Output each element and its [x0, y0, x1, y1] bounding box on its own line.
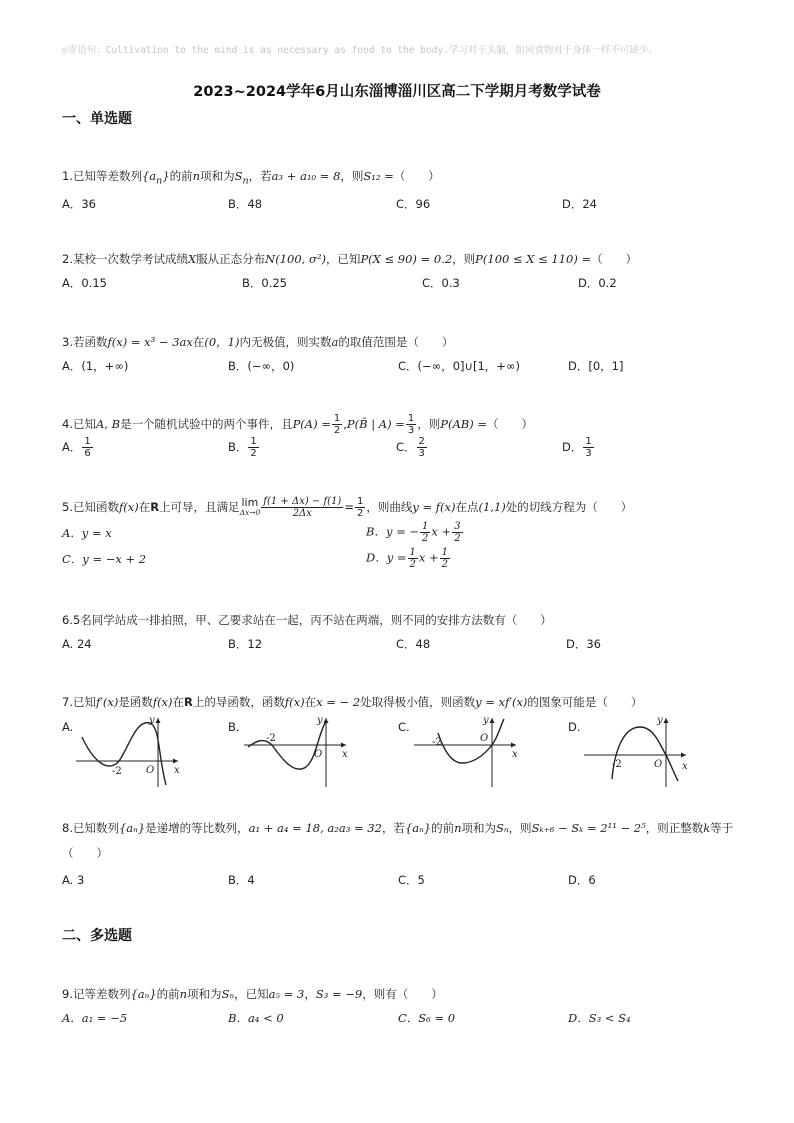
question-2-options	[62, 275, 742, 297]
option-b[interactable]: B．(−∞，0)	[228, 359, 295, 373]
curve-d	[612, 727, 678, 781]
question-4-options	[62, 436, 742, 462]
fraction: $\frac{f(1 + \Delta x) - f(1)}{2\Delta x}$	[263, 496, 342, 519]
option-b-label[interactable]: B.	[228, 720, 240, 734]
option-c[interactable]: C． $\frac{2}{3}$	[396, 436, 425, 459]
question-8	[62, 820, 742, 894]
x-label: x	[682, 761, 688, 772]
option-b[interactable]: B．48	[228, 197, 263, 212]
option-a[interactable]: A． $\frac{1}{6}$	[62, 436, 91, 459]
x-arrow	[173, 759, 178, 764]
option-a[interactable]: A. 24	[62, 637, 92, 651]
tick-label: -2	[266, 733, 276, 744]
option-b[interactable]: B．12	[228, 637, 263, 651]
question-9	[62, 986, 742, 1032]
option-d[interactable]: D．S₃ < S₄	[568, 1011, 631, 1025]
question-1-stem: 1.已知等差数列$\{a_n\}$的前n项和为$S_n$，若a₃ + a₁₀ = 8，则S₁₂ =（ ）	[62, 169, 440, 187]
option-c[interactable]: C．(−∞，0]∪[1，+∞)	[398, 359, 520, 373]
question-3-stem: 3.若函数f(x) = x³ − 3ax在(0，1)内无极值，则实数a的取值范围是（ ）	[62, 335, 454, 349]
fraction: $\frac{3}{2}$	[454, 521, 461, 544]
fraction: $\frac{1}{3}$	[407, 413, 415, 436]
option-a[interactable]: A．36	[62, 197, 97, 212]
option-c[interactable]: C．48	[396, 637, 431, 651]
fraction: $\frac{1}{2}$	[356, 496, 364, 519]
option-a[interactable]: A．(1，+∞)	[62, 359, 129, 373]
question-4-stem: 4.已知A, B是一个随机试验中的两个事件，且P(A) = $\frac{1}{2}$ ,P(B̄ | A) = $\frac{1}{3}$ ，则P(AB) =（ ）	[62, 413, 533, 436]
x-label: x	[512, 749, 518, 760]
option-b[interactable]: B．4	[228, 873, 255, 887]
option-b-graph[interactable]	[242, 715, 352, 787]
question-6-stem: 6.5名同学站成一排拍照，甲、乙要求站在一起，丙不站在两端，则不同的安排方法数有（ ）	[62, 613, 552, 627]
curve-c	[438, 719, 504, 763]
question-6-options	[62, 636, 742, 658]
question-4	[62, 413, 742, 462]
option-b[interactable]: B．0.25	[242, 276, 287, 290]
fraction: $\frac{1}{2}$	[250, 436, 257, 459]
tick-label: -2	[432, 737, 442, 748]
y-arrow	[490, 718, 495, 723]
fraction: $\frac{1}{3}$	[585, 436, 592, 459]
origin-label: O	[146, 765, 155, 776]
section-multi-choice: 二、多选题	[62, 928, 132, 944]
option-d[interactable]: D．24	[562, 197, 597, 212]
fraction: $\frac{1}{6}$	[84, 436, 91, 459]
fraction: $\frac{1}{2}$	[422, 521, 429, 544]
question-7-stem: 7.已知f′(x)是函数f(x)在R上的导函数，函数f(x)在x = − 2处取得极小值，则函数y = xf′(x)的图象可能是（ ）	[62, 695, 643, 709]
option-d-graph[interactable]	[582, 715, 692, 787]
option-d[interactable]: D．y = $\frac{1}{2}$ x + $\frac{1}{2}$	[366, 547, 449, 570]
option-a[interactable]: A. 3	[62, 873, 85, 887]
question-3-options	[62, 358, 742, 380]
fraction: $\frac{2}{3}$	[418, 436, 425, 459]
option-d[interactable]: D． $\frac{1}{3}$	[562, 436, 592, 459]
tick-label: -2	[612, 759, 622, 770]
y-arrow	[156, 718, 161, 723]
option-c-graph[interactable]	[412, 715, 522, 787]
y-label: y	[149, 715, 155, 726]
tick-label: -2	[112, 766, 122, 777]
origin-label: O	[480, 733, 489, 744]
fraction: $\frac{1}{2}$	[441, 547, 449, 570]
question-9-stem: 9.记等差数列{aₙ}的前n项和为Sₙ，已知a₅ = 3，S₃ = −9，则有（ ）	[62, 987, 443, 1001]
graph-a-svg	[74, 715, 184, 787]
question-6	[62, 612, 742, 658]
question-7	[62, 694, 742, 799]
option-d[interactable]: D．36	[566, 637, 601, 651]
question-8-options	[62, 872, 742, 894]
option-b[interactable]: B．a₄ < 0	[228, 1011, 284, 1025]
limit: lim Δx→0	[239, 495, 261, 517]
x-arrow	[341, 743, 346, 748]
question-5-stem: 5.已知函数f(x)在R上可导，且满足 lim Δx→0 $\frac{f(1 + \Delta x) - f(1)}{2\Delta x}$ = $\frac{1}{2}$ ，则曲线y = f(x)在点(1,1)处的切线方程为（ ）	[62, 495, 633, 519]
y-label: y	[317, 715, 323, 726]
option-d[interactable]: D．0.2	[578, 276, 617, 290]
question-5	[62, 496, 742, 575]
option-c[interactable]: C．0.3	[422, 276, 460, 290]
x-arrow	[511, 743, 516, 748]
question-9-options	[62, 1010, 742, 1032]
option-c[interactable]: C．96	[396, 197, 431, 212]
x-label: x	[342, 749, 348, 760]
question-1-options	[62, 196, 742, 218]
fraction: $\frac{1}{2}$	[333, 413, 341, 436]
section-single-choice: 一、单选题	[62, 111, 132, 127]
y-arrow	[664, 718, 669, 723]
x-label: x	[174, 765, 180, 776]
option-a-label[interactable]: A.	[62, 720, 74, 734]
watermark: ◎寄语句：Cultivation to the mind is as necessary as food to the body.学习对于头脑，如同食物对于身体一样不可缺少。	[62, 45, 658, 56]
option-d[interactable]: D．[0，1]	[568, 359, 624, 373]
graph-c-svg	[412, 715, 522, 787]
question-1	[62, 168, 742, 218]
question-5-options	[62, 521, 742, 575]
origin-label: O	[314, 749, 323, 760]
option-c[interactable]: C．y = −x + 2	[62, 552, 147, 566]
question-3	[62, 334, 742, 380]
option-c-label[interactable]: C.	[398, 720, 410, 734]
paper-title: 2023~2024学年6月山东淄博淄川区高二下学期月考数学试卷	[193, 84, 601, 100]
option-a[interactable]: A．a₁ = −5	[62, 1011, 128, 1025]
x-arrow	[681, 753, 686, 758]
question-8-stem-cont: （ ）	[62, 846, 108, 860]
option-c[interactable]: C．5	[398, 873, 425, 887]
option-b[interactable]: B．y = − $\frac{1}{2}$ x + $\frac{3}{2}$	[366, 521, 461, 544]
question-2-stem: 2.某校一次数学考试成绩X服从正态分布N(100, σ²)，已知P(X ≤ 90) = 0.2，则P(100 ≤ X ≤ 110) =（ ）	[62, 252, 638, 266]
origin-label: O	[654, 759, 663, 770]
y-label: y	[657, 715, 663, 726]
graph-b-svg	[242, 715, 352, 787]
question-2	[62, 251, 742, 297]
question-7-options	[62, 715, 742, 799]
fraction: $\frac{1}{2}$	[409, 547, 416, 570]
option-b[interactable]: B． $\frac{1}{2}$	[228, 436, 257, 459]
option-c[interactable]: C．S₆ = 0	[398, 1011, 456, 1025]
option-d-label[interactable]: D.	[568, 720, 581, 734]
y-label: y	[483, 715, 489, 726]
option-d[interactable]: D．6	[568, 873, 596, 887]
option-a[interactable]: A．0.15	[62, 276, 107, 290]
graph-d-svg	[582, 715, 692, 787]
option-a[interactable]: A．y = x	[62, 526, 112, 540]
option-a-graph[interactable]	[74, 715, 184, 787]
question-8-stem: 8.已知数列{aₙ}是递增的等比数列，a₁ + a₄ = 18, a₂a₃ = 32，若{aₙ}的前n项和为Sₙ，则Sₖ₊₆ − Sₖ = 2¹¹ − 2⁵，则正整数k等于	[62, 821, 734, 835]
